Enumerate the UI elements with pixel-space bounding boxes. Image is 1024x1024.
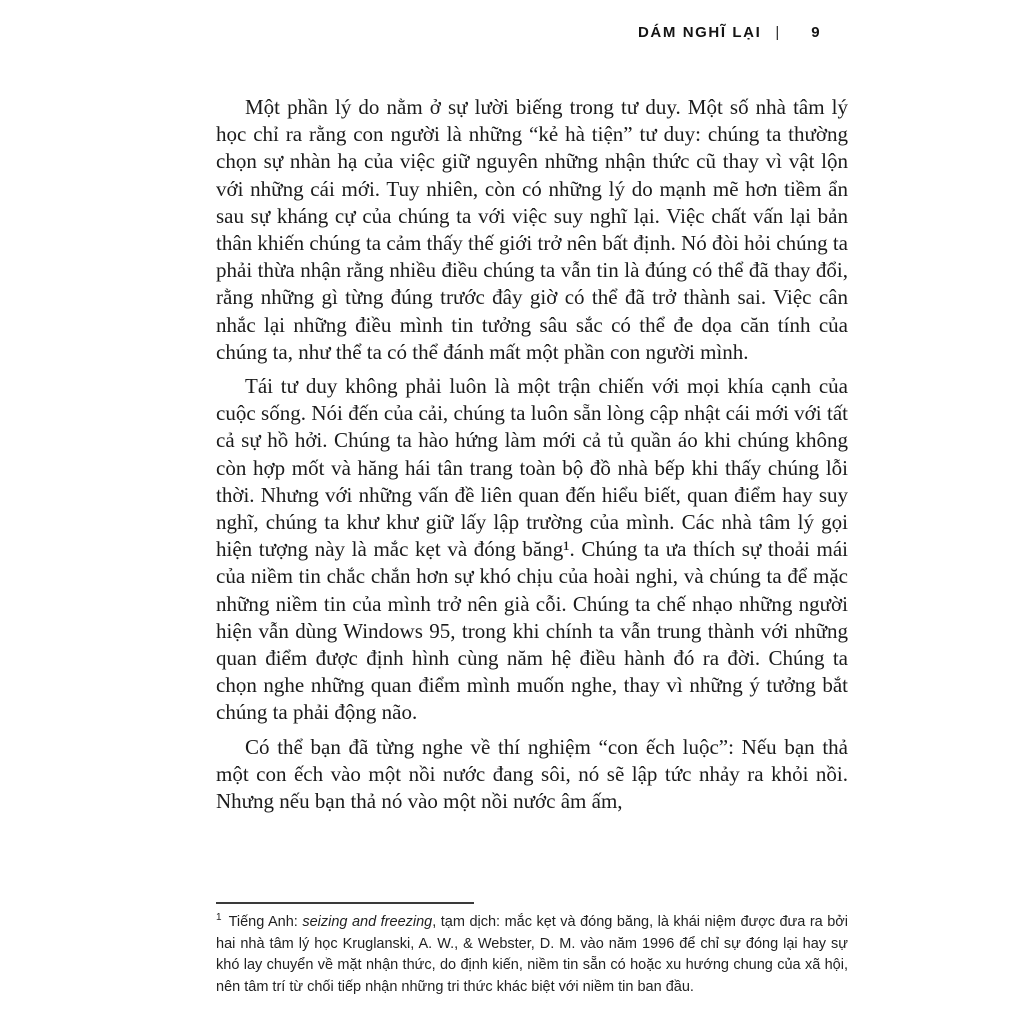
paragraph-1: Một phần lý do nằm ở sự lười biếng trong tư duy. Một số nhà tâm lý học chỉ ra rằng con người là những “kẻ hà tiện” tư duy: chúng ta thường chọn sự nhàn hạ của việc giữ nguyên những nhận thức cũ thay vì vật lộn với những cái mới. Tuy nhiên, còn có những lý do mạnh mẽ hơn tiềm ẩn sau sự kháng cự của chúng ta với việc suy nghĩ lại. Việc chất vấn lại bản thân khiến chúng ta cảm thấy thế giới trở nên bất định. Nó đòi hỏi chúng ta phải thừa nhận rằng nhiều điều chúng ta vẫn tin là đúng có thể đã thay đổi, rằng những gì từng đúng trước đây giờ có thể đã trở thành sai. Việc cân nhắc lại những điều mình tin tưởng sâu sắc có thể đe dọa căn tính của chúng ta, như thể ta có thể đánh mất một phần con người mình.	[216, 95, 848, 364]
paragraph-3: Có thể bạn đã từng nghe về thí nghiệm “con ếch luộc”: Nếu bạn thả một con ếch vào một nồi nước đang sôi, nó sẽ lập tức nhảy ra khỏi nồi. Nhưng nếu bạn thả nó vào một nồi nước âm ấm,	[216, 734, 848, 814]
footnote-text-lead: Tiếng Anh:	[228, 914, 303, 930]
paragraph-2: Tái tư duy không phải luôn là một trận chiến với mọi khía cạnh của cuộc sống. Nói đến của cải, chúng ta luôn sẵn lòng cập nhật cái mới với tất cả sự hồ hởi. Chúng ta hào hứng làm mới cả tủ quần áo khi chúng không còn hợp mốt và hăng hái tân trang toàn bộ đồ nhà bếp khi thấy chúng lỗi thời. Nhưng với những vấn đề liên quan đến hiểu biết, quan điểm hay suy nghĩ, chúng ta khư khư giữ lấy lập trường của mình. Các nhà tâm lý gọi hiện tượng này là mắc kẹt và đóng băng¹. Chúng ta ưa thích sự thoải mái của niềm tin chắc chắn hơn sự khó chịu của hoài nghi, và chúng ta để mặc những niềm tin của mình trở nên già cỗi. Chúng ta chế nhạo những người hiện vẫn dùng Windows 95, trong khi chính ta vẫn trung thành với những quan điểm được định hình cùng năm hệ điều hành đó ra đời. Chúng ta chọn nghe những quan điểm mình muốn nghe, thay vì những ý tưởng bắt chúng ta phải động não.	[216, 374, 848, 725]
footnote	[216, 902, 848, 998]
body-text	[216, 94, 848, 822]
footnote-text-rest: , tạm dịch: mắc kẹt và đóng băng, là khái niệm được đưa ra bởi hai nhà tâm lý học Kruglanski, A. W., & Webster, D. M. vào năm 1996 để chỉ sự đóng lại hay sự khó lay chuyển về mặt nhận thức, do định kiến, niềm tin sẵn có hoặc xu hướng chung của xã hội, nên tâm trí từ chối tiếp nhận những tri thức khác biệt với niềm tin ban đầu.	[216, 914, 848, 995]
book-title: DÁM NGHĨ LẠI	[638, 24, 762, 41]
header-divider: |	[775, 24, 780, 41]
footnote-text-italic: seizing and freezing	[302, 914, 433, 930]
footnote-text	[216, 912, 848, 998]
footnote-marker: 1	[216, 912, 222, 924]
page-number: 9	[811, 24, 820, 41]
running-header	[638, 24, 820, 41]
footnote-rule	[216, 902, 474, 904]
